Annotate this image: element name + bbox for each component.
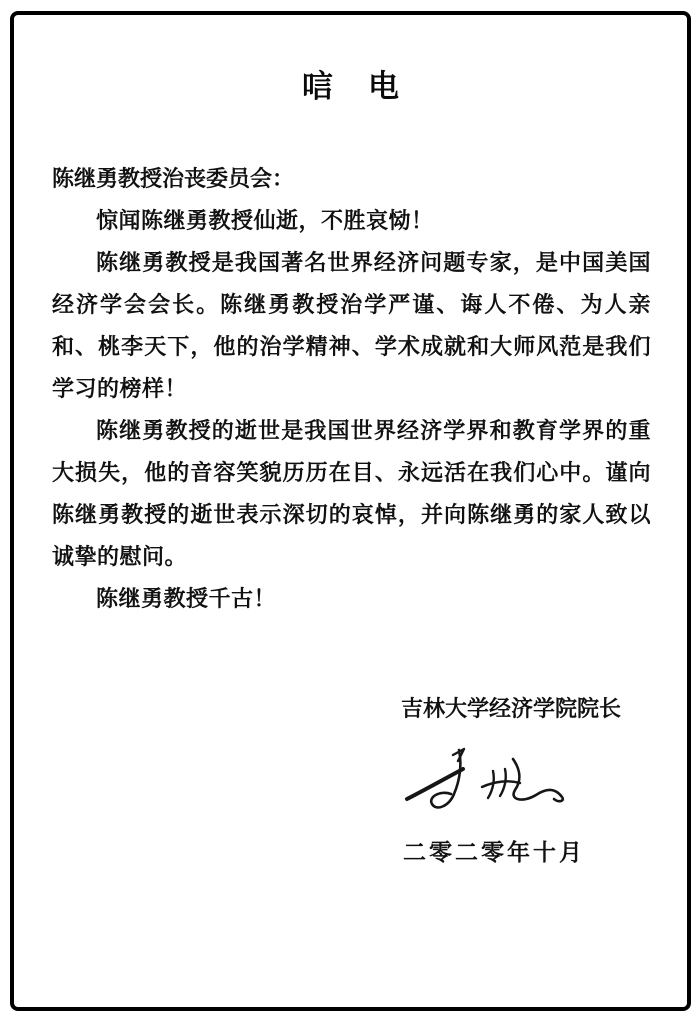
page-border-frame — [10, 11, 691, 1011]
page-title: 唁 电 — [302, 69, 401, 104]
salutation-line: 陈继勇教授治丧委员会： — [52, 166, 295, 191]
signer-line: 吉林大学经济学院院长 — [400, 696, 621, 721]
letter-content — [52, 15, 651, 1007]
paragraph-4: 陈继勇教授千古！ — [96, 586, 277, 611]
signature-block — [52, 742, 651, 832]
paragraph-3: 陈继勇教授的逝世是我国世界经济学界和教育学界的重大损失，他的音容笑貌历历在目、永远活在我们心中。谨向陈继勇教授的逝世表示深切的哀悼，并向陈继勇的家人致以诚挚的慰问。 — [52, 418, 651, 569]
handwritten-signature-image — [401, 742, 571, 830]
date-line: 二零二零年十月 — [403, 840, 585, 865]
paragraph-2: 陈继勇教授是我国著名世界经济问题专家，是中国美国经济学会会长。陈继勇教授治学严谨、诲人不倦、为人亲和、桃李天下，他的治学精神、学术成就和大师风范是我们学习的榜样！ — [52, 250, 651, 401]
paragraph-1: 惊闻陈继勇教授仙逝，不胜哀恸！ — [96, 208, 434, 233]
